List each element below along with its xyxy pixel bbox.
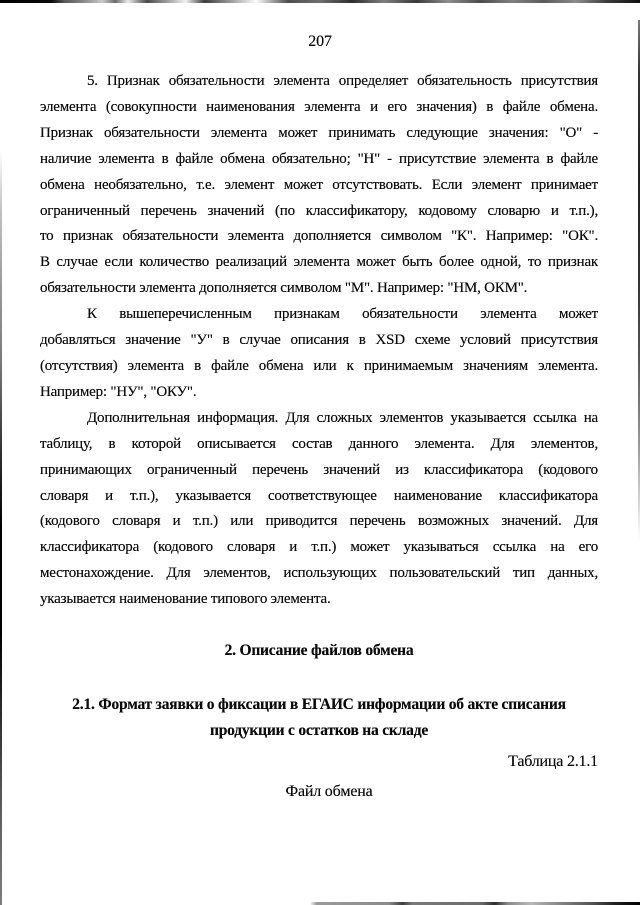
scan-artifact-top-edge bbox=[0, 0, 640, 3]
page-number: 207 bbox=[308, 33, 332, 50]
text-line: принимающих ограниченный перечень значений из классификатора (кодового bbox=[40, 461, 598, 478]
table-caption: Таблица 2.1.1 bbox=[508, 753, 598, 770]
text-line: Например: "НУ", "ОКУ". bbox=[40, 383, 197, 400]
text-line: местонахождение. Для элементов, использующих пользовательский тип данных, bbox=[40, 565, 598, 582]
text-line: 2.1. Формат заявки о фиксации в ЕГАИС информации об акте списания bbox=[72, 696, 566, 713]
paragraph-obligation-attribute bbox=[40, 69, 598, 302]
text-line: указывается наименование типового элемента. bbox=[40, 591, 331, 608]
text-line: Дополнительная информация. Для сложных элементов указывается ссылка на bbox=[87, 409, 598, 426]
section-heading-2: 2. Описание файлов обмена bbox=[224, 642, 414, 659]
text-line: классификатора (кодового словаря и т.п.) может указываться ссылка на его bbox=[40, 539, 598, 556]
text-line: то признак обязательности элемента дополняется символом "К". Например: "ОК". bbox=[40, 228, 598, 245]
section-heading-2-1 bbox=[40, 692, 598, 744]
text-line: словаря и т.п.), указывается соответствующее наименование классификатора bbox=[40, 487, 598, 504]
text-line: ограниченный перечень значений (по классификатору, кодовому словарю и т.п.), bbox=[40, 202, 598, 219]
text-line: добавляться значение "У" в случае описания в XSD схеме условий присутствия bbox=[40, 332, 598, 349]
body-text bbox=[40, 69, 598, 613]
file-exchange-caption: Файл обмена bbox=[285, 783, 373, 800]
text-line: (отсутствия) элемента в файле обмена или к принимаемым значениям элемента. bbox=[40, 357, 598, 374]
paragraph-additional-info bbox=[40, 406, 598, 613]
text-line: К вышеперечисленным признакам обязательности элемента может bbox=[87, 306, 598, 323]
paragraph-u-value bbox=[40, 302, 598, 406]
text-line: элемента (совокупности наименования элемента и его значения) в файле обмена. bbox=[40, 98, 598, 115]
text-line: обмена необязательно, т.е. элемент может отсутствовать. Если элемент принимает bbox=[40, 176, 598, 193]
text-line: таблицу, в которой описывается состав данного элемента. Для элементов, bbox=[40, 435, 598, 452]
text-line: продукции с остатков на складе bbox=[209, 722, 429, 739]
text-line: (кодового словаря и т.п.) или приводится перечень возможных значений. Для bbox=[40, 513, 598, 530]
text-line: 5. Признак обязательности элемента определяет обязательность присутствия bbox=[87, 73, 598, 89]
text-line: Признак обязательности элемента может принимать следующие значения: "О" - bbox=[40, 124, 598, 141]
text-line: обязательности элемента дополняется символом "М". Например: "НМ, ОКМ". bbox=[40, 280, 528, 297]
text-line: наличие элемента в файле обмена обязательно; "Н" - присутствие элемента в файле bbox=[40, 150, 598, 167]
text-line: В случае если количество реализаций элемента может быть более одной, то признак bbox=[40, 254, 598, 271]
scan-artifact-left-edge bbox=[0, 150, 2, 905]
